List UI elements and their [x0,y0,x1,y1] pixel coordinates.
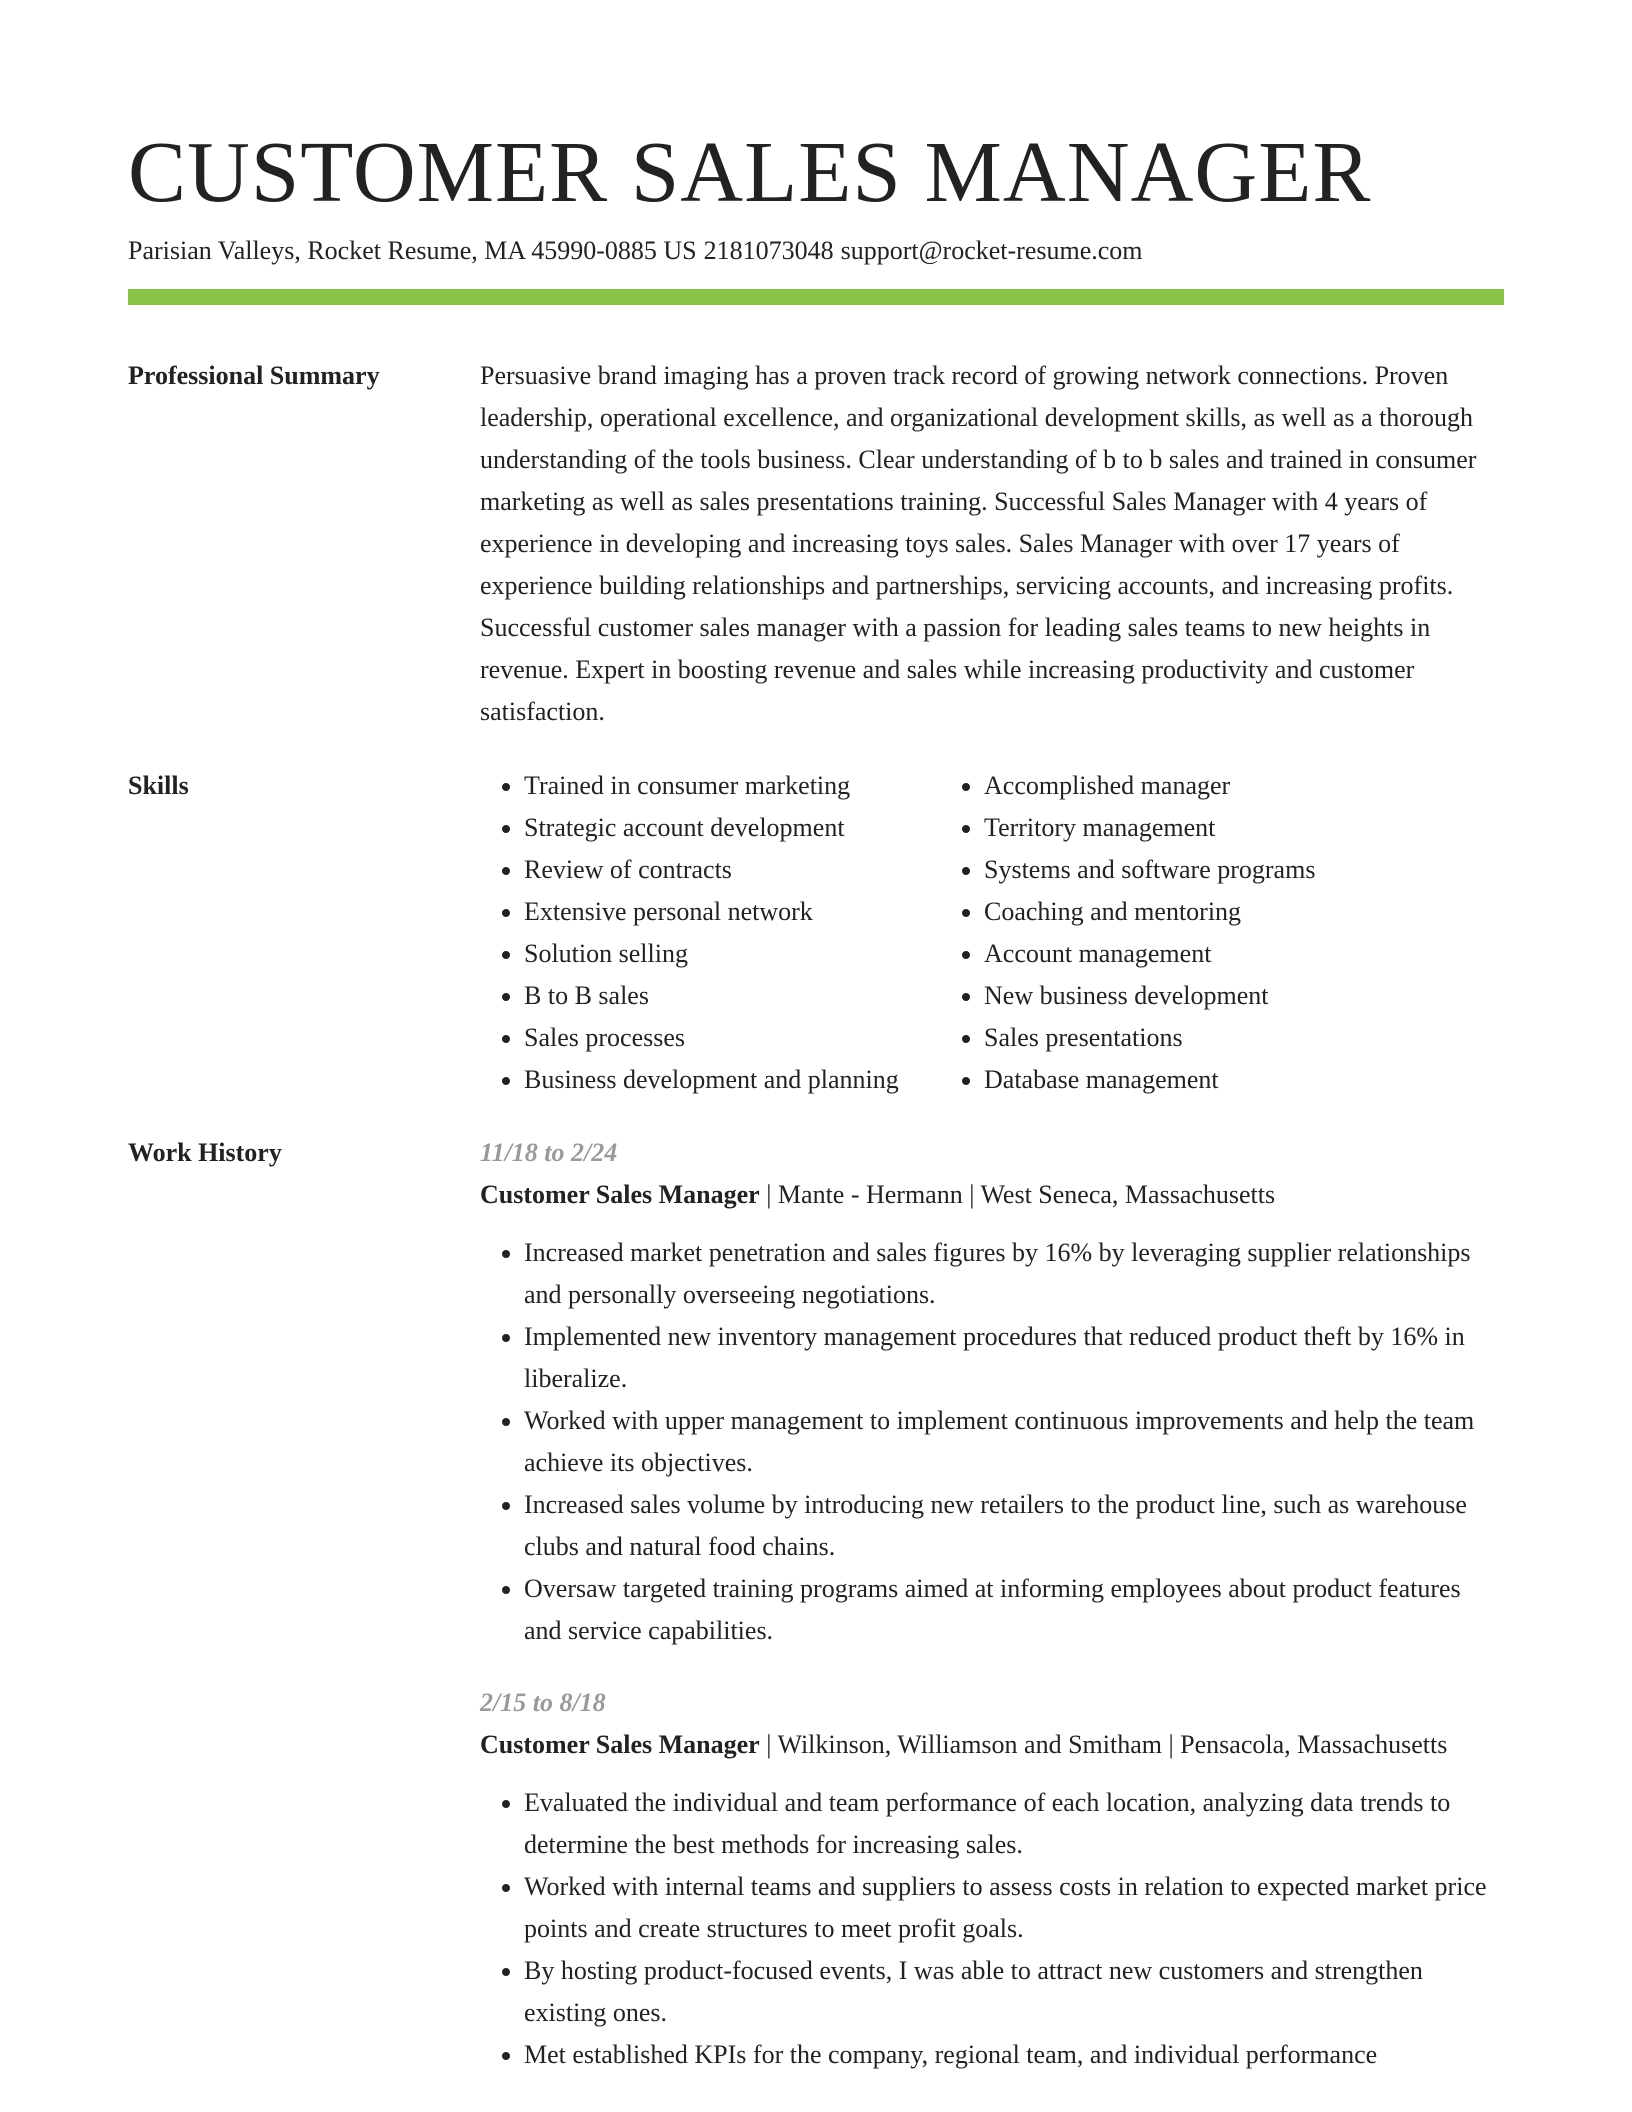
summary-section [128,355,1504,733]
skill-item: • Sales processes [524,1017,940,1059]
job-employer-location: | Wilkinson, Williamson and Smitham | Pensacola, Massachusetts [759,1730,1448,1759]
job-employer-location: | Mante - Hermann | West Seneca, Massachusetts [759,1180,1276,1209]
job-bullet: • Worked with upper management to implement continuous improvements and help the team achieve its objectives. [524,1400,1504,1484]
job-heading [480,1724,1504,1766]
job-bullet: • Oversaw targeted training programs aimed at informing employees about product features and service capabilities. [524,1568,1504,1652]
contact-phone: 2181073048 [703,236,834,265]
skill-item: • Accomplished manager [984,765,1460,807]
skills-section [128,765,1504,1101]
job-bullet: • By hosting product-focused events, I was able to attract new customers and strengthen existing ones. [524,1950,1504,2034]
work-history-body [480,1132,1504,2076]
contact-line [128,234,1504,268]
job-title: Customer Sales Manager [480,1730,760,1759]
resume-page [128,0,1504,2076]
contact-email: support@rocket-resume.com [840,236,1143,265]
summary-text: Persuasive brand imaging has a proven track record of growing network connections. Proven leadership, operational excellence, and organizational development skills, as well as a thorough understanding of the tools business. Clear understanding of b to b sales and trained in consumer marketing as well as sales presentations training. Successful Sales Manager with 4 years of experience in developing and increasing toys sales. Sales Manager with over 17 years of experience building relationships and partnerships, servicing accounts, and increasing profits. Successful customer sales manager with a passion for leading sales teams to new heights in revenue. Expert in boosting revenue and sales while increasing productivity and customer satisfaction. [480,361,1477,726]
job-entry [480,1132,1504,1652]
job-dates: 11/18 to 2/24 [480,1138,618,1167]
contact-address: Parisian Valleys, Rocket Resume, MA 45990-0885 US [128,236,697,265]
skill-item: • Database management [984,1059,1460,1101]
skills-list-left [480,765,940,1101]
skill-item: • Review of contracts [524,849,940,891]
skill-item: • Trained in consumer marketing [524,765,940,807]
skill-item: • Sales presentations [984,1017,1460,1059]
summary-body [480,355,1504,733]
resume-name-heading: CUSTOMER SALES MANAGER [128,123,1372,220]
job-bullet: • Increased sales volume by introducing new retailers to the product line, such as warehouse clubs and natural food chains. [524,1484,1504,1568]
skills-columns [480,765,1504,1101]
job-bullet: • Worked with internal teams and suppliers to assess costs in relation to expected market price points and create structures to meet profit goals. [524,1866,1504,1950]
job-bullet-list [480,1782,1504,2076]
job-bullet: • Increased market penetration and sales figures by 16% by leveraging supplier relationships and personally overseeing negotiations. [524,1232,1504,1316]
skill-item: • Account management [984,933,1460,975]
summary-section-title: Professional Summary [128,361,380,390]
work-history-section [128,1132,1504,2076]
skill-item: • Systems and software programs [984,849,1460,891]
skill-item: • Solution selling [524,933,940,975]
job-bullet: • Met established KPIs for the company, regional team, and individual performance [524,2034,1504,2076]
skill-item: • Strategic account development [524,807,940,849]
skill-item: • New business development [984,975,1460,1017]
job-heading [480,1174,1504,1216]
accent-divider [128,289,1504,305]
skills-section-title: Skills [128,771,189,800]
work-history-section-title: Work History [128,1138,282,1167]
skill-item: • B to B sales [524,975,940,1017]
job-bullet: • Implemented new inventory management procedures that reduced product theft by 16% in liberalize. [524,1316,1504,1400]
skill-item: • Extensive personal network [524,891,940,933]
skills-list-right [940,765,1460,1101]
job-bullet: • Evaluated the individual and team performance of each location, analyzing data trends to determine the best methods for increasing sales. [524,1782,1504,1866]
job-entry [480,1682,1504,2076]
job-title: Customer Sales Manager [480,1180,760,1209]
job-bullet-list [480,1232,1504,1652]
skill-item: • Business development and planning [524,1059,940,1101]
job-dates: 2/15 to 8/18 [480,1688,606,1717]
skill-item: • Coaching and mentoring [984,891,1460,933]
skill-item: • Territory management [984,807,1460,849]
